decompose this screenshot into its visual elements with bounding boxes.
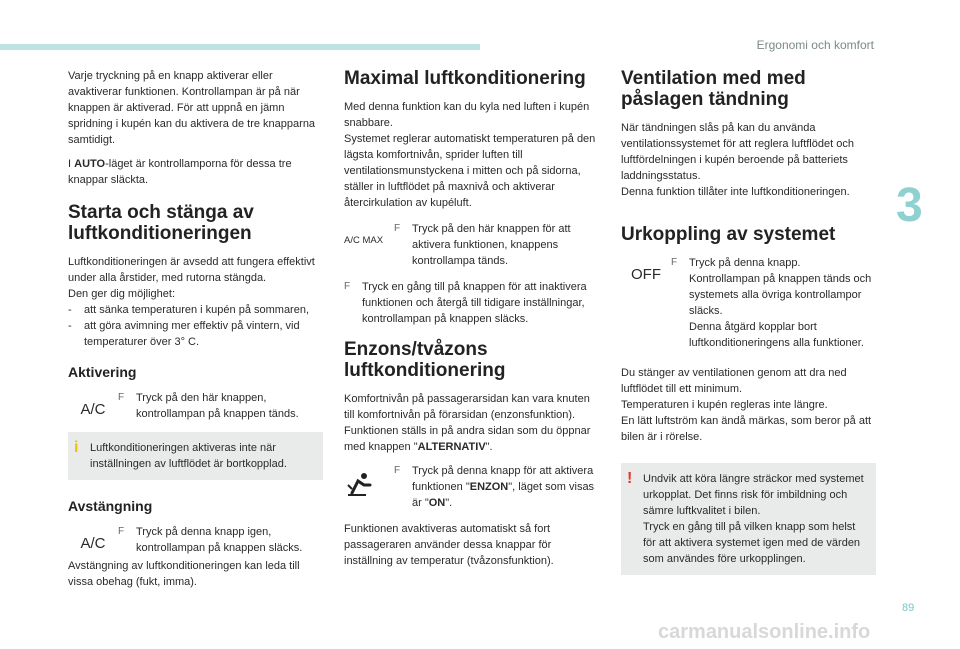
bullet-icon: F bbox=[118, 392, 125, 403]
option-list bbox=[68, 302, 323, 350]
off-row: OFF F Tryck på denna knapp. Kontrollampan på knappen tänds och systemets alla övriga kontrollampor släcks. Denna åtgärd kopplar bort luftkonditioneringens alla funktioner. bbox=[621, 255, 876, 351]
warning-box: ! Undvik att köra längre sträckor med systemet urkopplat. Det finns risk för imbildning och sämre luftkvalitet i bilen. Tryck en gång till på vilken knapp som helst för att aktivera systemet igen med de värden som användes före urkopplingen. bbox=[621, 463, 876, 575]
ventilation-paragraph: När tändningen slås på kan du använda ventilationssystemet för att reglera luftflödet och luftfördelningen i kupén beroende på batteriets laddningsstatus. Denna funktion tillåter inte luftkonditioneringen. bbox=[621, 122, 854, 198]
chapter-number: 3 bbox=[896, 179, 923, 232]
section-title: Ergonomi och komfort bbox=[756, 38, 874, 52]
list-item: - att sänka temperaturen i kupén på sommaren, bbox=[68, 304, 310, 316]
passenger-seat-icon bbox=[344, 463, 394, 502]
again-row: F Tryck en gång till på knappen för att inaktivera funktionen och återgå till tidigare inställningar, kontrollampan på knappen släcks. bbox=[344, 281, 587, 325]
zones-paragraph: Komfortnivån på passagerarsidan kan vara knuten till komfortnivån på förarsidan (enzonsfunktion). Funktionen ställs in på andra sidan som du öppnar med knappen "ALTERNATIV". bbox=[344, 393, 591, 453]
heading-ventilation: Ventilation med med påslagen tändning bbox=[621, 68, 806, 110]
heading-zones: Enzons/tvåzons luftkonditionering bbox=[344, 339, 506, 381]
heading-activation: Aktivering bbox=[68, 364, 137, 380]
heading-deactivation: Avstängning bbox=[68, 498, 153, 514]
off-button-icon: OFF bbox=[631, 266, 661, 283]
activation-row: A/C F Tryck på den här knappen, kontrollampan på knappen tänds. bbox=[68, 390, 323, 422]
bullet-icon: F bbox=[344, 281, 351, 292]
auto-paragraph: I AUTO-läget är kontrollamporna för dessa tre knappar släckta. bbox=[68, 158, 292, 186]
bullet-icon: F bbox=[394, 223, 401, 234]
info-icon: i bbox=[74, 439, 79, 456]
watermark: carmanualsonline.info bbox=[658, 621, 871, 643]
list-item: - att göra avimning mer effektiv på vintern, vid temperaturer över 3° C. bbox=[68, 320, 300, 348]
ac-max-button-icon: A/C MAX bbox=[344, 235, 384, 246]
max-paragraph: Med denna funktion kan du kyla ned luften i kupén snabbare. Systemet reglerar automatiskt temperaturen på den lägsta komfortnivån, sprider luften till ventilationsmunstyckena i mitten och på sidorna, ställer in luftflödet på maxnivå och aktiverar återcirkulation av kupéluft. bbox=[344, 101, 596, 209]
ac-button-icon: A/C bbox=[80, 535, 106, 552]
ac-button-icon: A/C bbox=[80, 401, 106, 418]
page-number: 89 bbox=[902, 602, 915, 614]
deactivation-footer: Avstängning av luftkonditioneringen kan leda till vissa obehag (fukt, imma). bbox=[68, 560, 300, 588]
bullet-icon: F bbox=[118, 526, 125, 537]
column-2 bbox=[344, 68, 599, 577]
heading-disconnect: Urkoppling av systemet bbox=[621, 224, 836, 245]
heading-start-stop: Starta och stänga av luftkonditioneringen bbox=[68, 202, 254, 244]
intro-paragraph: Varje tryckning på en knapp aktiverar eller avaktiverar funktionen. Kontrollampan är på när knappen är aktiverad. För att uppnå en jämn spridning i kupén kan du aktivera de tre knapparna samtidigt. bbox=[68, 70, 316, 146]
deactivation-row: A/C F Tryck på denna knapp igen, kontrollampan på knappen släcks. bbox=[68, 524, 323, 556]
heading-max-ac: Maximal luftkonditionering bbox=[344, 68, 586, 89]
zones-footer: Funktionen avaktiveras automatiskt så fort passageraren använder dessa knappar för inställning av temperatur (tvåzonsfunktion). bbox=[344, 523, 554, 567]
header-accent-bar bbox=[0, 44, 480, 50]
start-paragraph: Luftkonditioneringen är avsedd att fungera effektivt under alla årstider, med rutorna stängda. Den ger dig möjlighet: bbox=[68, 256, 315, 300]
acmax-row: A/C MAX F Tryck på den här knappen för att aktivera funktionen, knappens kontrollampa tänds. bbox=[344, 223, 571, 267]
bullet-icon: F bbox=[394, 465, 401, 476]
bullet-icon: F bbox=[671, 257, 678, 268]
disconnect-paragraph: Du stänger av ventilationen genom att dra ned luftflödet till ett minimum. Temperaturen i kupén regleras inte längre. En lätt luftström kan ändå märkas, som beror på att bilen är i rörelse. bbox=[621, 367, 872, 443]
info-box: i Luftkonditioneringen aktiveras inte när inställningen av luftflödet är bortkopplad. bbox=[68, 432, 323, 480]
enzon-row: F Tryck på denna knapp för att aktivera funktionen "ENZON", läget som visas är "ON". bbox=[344, 463, 599, 511]
warning-icon: ! bbox=[627, 470, 633, 487]
column-3 bbox=[621, 68, 876, 575]
column-1 bbox=[68, 68, 323, 598]
